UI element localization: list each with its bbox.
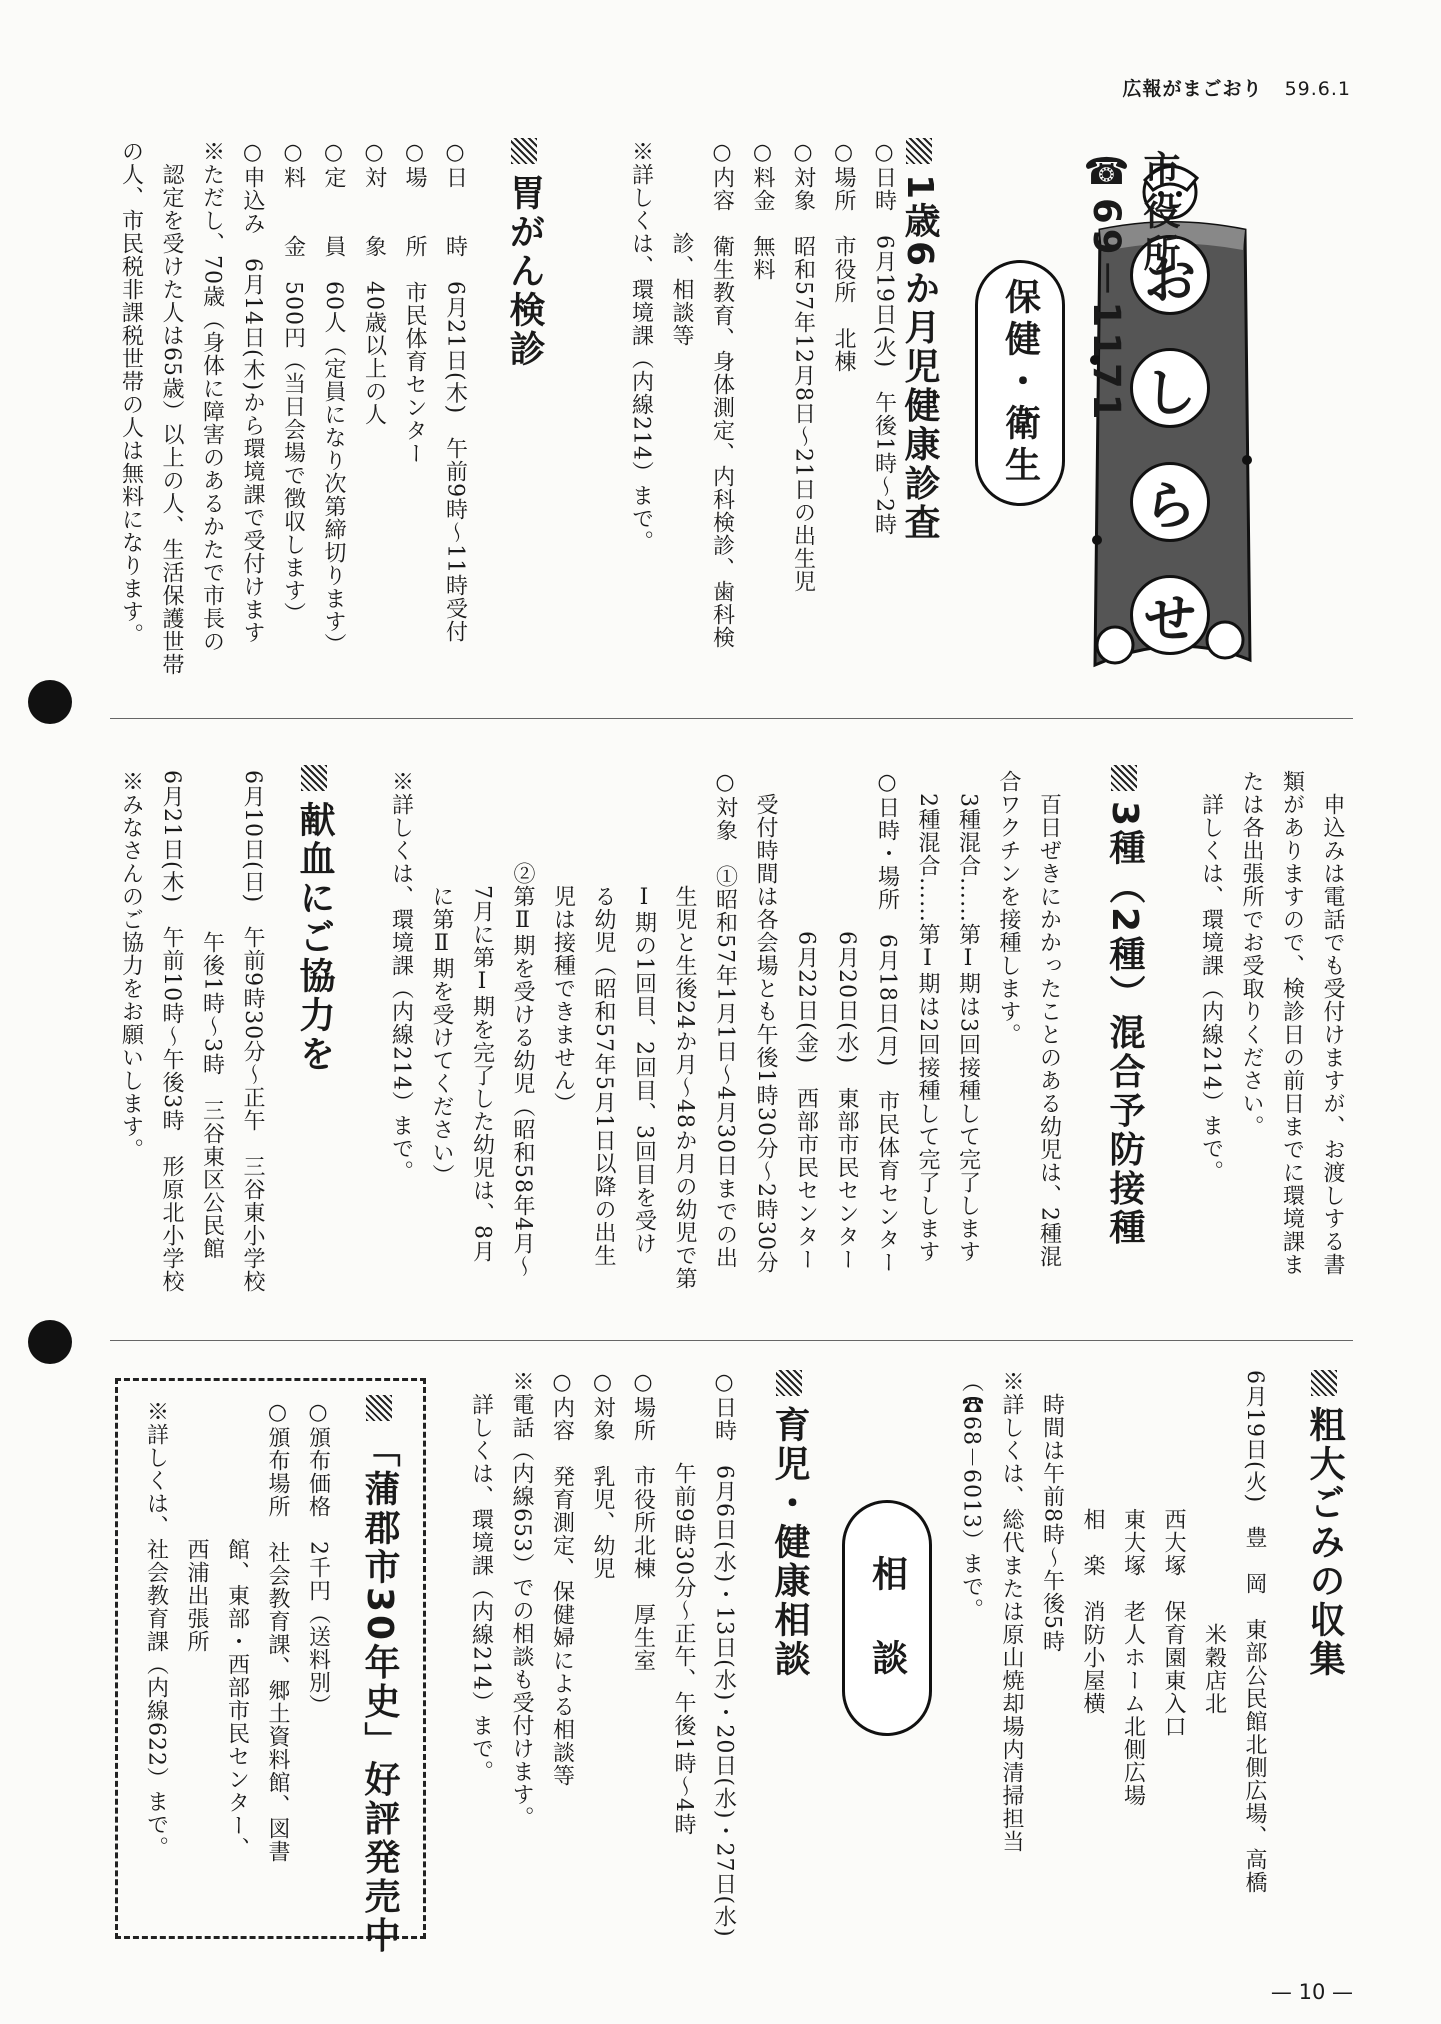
history-title bbox=[355, 1395, 403, 1956]
childcare-line: 午前9時30分～正午、午後1時～4時 bbox=[671, 1370, 696, 1836]
cancer-line: ○申込み 6月14日(木)から環境課で受付けます bbox=[240, 140, 265, 645]
publication-name: 広報がまごおり bbox=[1122, 78, 1263, 100]
banner-char-3: ら bbox=[1130, 462, 1210, 542]
blood-line: 6月10日(日) 午前9時30分～正午 三谷東小学校 bbox=[240, 770, 265, 1294]
contact-office: 市役所 bbox=[1137, 150, 1180, 276]
checkup-line: ○料金 無料 bbox=[750, 140, 775, 281]
divider-upper bbox=[110, 718, 1353, 719]
childcare-line: ○場所 市役所北棟 厚生室 bbox=[630, 1370, 656, 1672]
garbage-line: 米穀店北 bbox=[1201, 1370, 1227, 1715]
garbage-line: 相 楽 消防小屋横 bbox=[1080, 1370, 1105, 1715]
cancer-body bbox=[110, 140, 475, 710]
heading-mark-icon bbox=[776, 1370, 802, 1396]
childcare-title bbox=[765, 1370, 813, 1930]
vaccine-line: 3種混合……第Ⅰ期は3回接種して完了します bbox=[955, 770, 981, 1263]
banner-char-4: せ bbox=[1130, 575, 1210, 655]
vaccine-line: ○日時・場所 6月18日(月) 市民体育センター bbox=[874, 770, 900, 1275]
garbage-line: 西大塚 保育園東入口 bbox=[1161, 1370, 1186, 1738]
checkup-title-text: 1歳6か月児健康診査 bbox=[899, 174, 940, 543]
history-line: ○頒布場所 社会教育課、郷土資料館、図書 bbox=[265, 1400, 290, 1863]
childcare-line: 詳しくは、環境課（内線214）まで。 bbox=[468, 1370, 494, 1783]
heading-mark-icon bbox=[906, 138, 932, 164]
publication-header bbox=[1123, 74, 1351, 101]
banner-char-1: お bbox=[1130, 235, 1210, 315]
vaccine-title bbox=[1100, 765, 1148, 1325]
vaccine-line: 合ワクチンを接種します。 bbox=[996, 770, 1021, 1046]
history-body bbox=[135, 1400, 338, 1920]
garbage-title-text: 粗大ごみの収集 bbox=[1304, 1406, 1345, 1679]
cancer-line: ※ただし、70歳（身体に障害のあるかたで市長の bbox=[199, 140, 225, 653]
cancer-title-text: 胃がん検診 bbox=[504, 174, 545, 369]
garbage-line: ※詳しくは、総代または原山焼却場内清掃担当 bbox=[999, 1370, 1024, 1853]
blood-line: 午後1時～3時 三谷東区公民館 bbox=[199, 770, 225, 1260]
cancer-continued bbox=[1190, 770, 1352, 1330]
vaccine-line: Ⅰ期の1回目、2回目、3回目を受け bbox=[631, 770, 657, 1255]
vaccine-line: ○対象 ①昭和57年1月1日～4月30日までの出 bbox=[712, 770, 738, 1269]
cancer-title bbox=[500, 138, 548, 698]
childcare-title-text: 育児・健康相談 bbox=[769, 1406, 810, 1679]
checkup-line: 診、相談等 bbox=[669, 140, 694, 347]
continued-line: 詳しくは、環境課（内線214）まで。 bbox=[1198, 770, 1224, 1183]
blood-line: 6月21日(木) 午前10時～午後3時 形原北小学校 bbox=[159, 770, 184, 1294]
vaccine-title-text: 3種（2種）混合予防接種 bbox=[1104, 801, 1145, 1248]
history-line: 館、東部・西部市民センター、 bbox=[224, 1400, 250, 1860]
vaccine-line: 百日ぜきにかかったことのある幼児は、2種混 bbox=[1036, 770, 1062, 1268]
heading-mark-icon bbox=[1311, 1370, 1337, 1396]
checkup-body bbox=[620, 140, 904, 710]
cancer-line: ○対 象 40歳以上の人 bbox=[361, 140, 387, 426]
childcare-line: ※電話（内線653）での相談も受付けます。 bbox=[509, 1370, 534, 1829]
vaccine-line: 児は接種できません） bbox=[550, 770, 576, 1115]
cancer-line: ○料 金 500円（当日会場で徴収します） bbox=[280, 140, 306, 625]
contact-phone: ☎69－1171 bbox=[1085, 150, 1128, 425]
heading-mark-icon bbox=[301, 765, 327, 791]
garbage-line: 東大塚 老人ホーム北側広場 bbox=[1120, 1370, 1146, 1807]
heading-mark-icon bbox=[366, 1395, 392, 1421]
childcare-line: ○対象 乳児、幼児 bbox=[590, 1370, 615, 1580]
checkup-line: ○場所 市役所 北棟 bbox=[831, 140, 856, 373]
section-label-consult: 相 談 bbox=[842, 1500, 932, 1736]
blood-line: ※みなさんのご協力をお願いします。 bbox=[118, 770, 144, 1161]
vaccine-line: 6月20日(水) 東部市民センター bbox=[834, 770, 859, 1272]
checkup-line: ○対象 昭和57年12月8日～21日の出生児 bbox=[790, 140, 816, 593]
garbage-body bbox=[950, 1370, 1274, 1940]
vaccine-line: に第Ⅱ期を受けてください） bbox=[429, 770, 454, 1187]
garbage-line: 6月19日(火) 豊 岡 東部公民館北側広場、高橋 bbox=[1242, 1370, 1267, 1895]
childcare-line: ○内容 発育測定、保健婦による相談等 bbox=[549, 1370, 575, 1787]
cancer-line: ○日 時 6月21日(木) 午前9時～11時受付 bbox=[442, 140, 468, 644]
vaccine-line: 生児と生後24か月～48か月の幼児で第 bbox=[672, 770, 697, 1290]
continued-line: 類がありますので、検診日の前日までに環境課ま bbox=[1279, 770, 1305, 1276]
blood-title-text: 献血にご協力を bbox=[294, 801, 335, 1074]
garbage-line: 時間は午前8時～午後5時 bbox=[1039, 1370, 1065, 1653]
cancer-line: ○定 員 60人（定員になり次第締切ります） bbox=[321, 140, 346, 656]
history-line: 西浦出張所 bbox=[184, 1400, 209, 1653]
continued-line: たは各出張所でお受取りください。 bbox=[1239, 770, 1264, 1138]
blood-title bbox=[290, 765, 338, 1325]
history-line: ○頒布価格 2千円（送料別） bbox=[305, 1400, 331, 1717]
history-title-text: 「蒲郡市30年史」好評発売中 bbox=[359, 1431, 400, 1956]
heading-mark-icon bbox=[1111, 765, 1137, 791]
vaccine-line: 7月に第Ⅰ期を完了した幼児は、8月 bbox=[469, 770, 495, 1263]
vaccine-line: る幼児（昭和57年5月1日以降の出生 bbox=[591, 770, 616, 1267]
continued-line: 申込みは電話でも受付けますが、お渡しする書 bbox=[1320, 770, 1345, 1276]
checkup-line: ○日時 6月19日(火) 午後1時～2時 bbox=[871, 140, 897, 537]
banner-char-2: し bbox=[1130, 348, 1210, 428]
childcare-line: ○日時 6月6日(水)・13日(水)・20日(水)・27日(水) bbox=[711, 1370, 737, 1938]
binder-hole-top bbox=[28, 680, 72, 724]
divider-lower bbox=[110, 1340, 1353, 1341]
history-line: ※詳しくは、社会教育課（内線622）まで。 bbox=[143, 1400, 169, 1859]
checkup-line: ○内容 衛生教育、身体測定、内科検診、歯科検 bbox=[709, 140, 735, 649]
heading-mark-icon bbox=[511, 138, 537, 164]
cancer-line: 認定を受けた人は65歳）以上の人、生活保護世帯 bbox=[159, 140, 184, 676]
vaccine-line: 受付時間は各会場とも午後1時30分～2時30分 bbox=[753, 770, 778, 1274]
vaccine-line: ②第Ⅱ期を受ける幼児（昭和58年4月～ bbox=[510, 770, 535, 1278]
vaccine-line: ※詳しくは、環境課（内線214）まで。 bbox=[388, 770, 414, 1183]
page-number: — 10 — bbox=[1270, 1980, 1353, 2004]
childcare-body bbox=[460, 1370, 744, 1940]
cancer-line: ○場 所 市民体育センター bbox=[402, 140, 427, 465]
section-label-health: 保健・衛生 bbox=[975, 260, 1065, 506]
garbage-title bbox=[1300, 1370, 1348, 1930]
vaccine-body bbox=[380, 770, 1069, 1330]
garbage-line: （☎68－6013）まで。 bbox=[958, 1370, 984, 1621]
vaccine-line: 6月22日(金) 西部市民センター bbox=[793, 770, 819, 1272]
checkup-line: ※詳しくは、環境課（内線214）まで。 bbox=[628, 140, 654, 553]
vaccine-line: 2種混合……第Ⅰ期は2回接種して完了します bbox=[915, 770, 940, 1263]
binder-hole-bottom bbox=[28, 1320, 72, 1364]
blood-body bbox=[110, 770, 272, 1330]
contact-info bbox=[1080, 150, 1184, 570]
issue-date: 59.6.1 bbox=[1284, 78, 1351, 100]
cancer-line: の人、市民税非課税世帯の人は無料になります。 bbox=[118, 140, 144, 646]
